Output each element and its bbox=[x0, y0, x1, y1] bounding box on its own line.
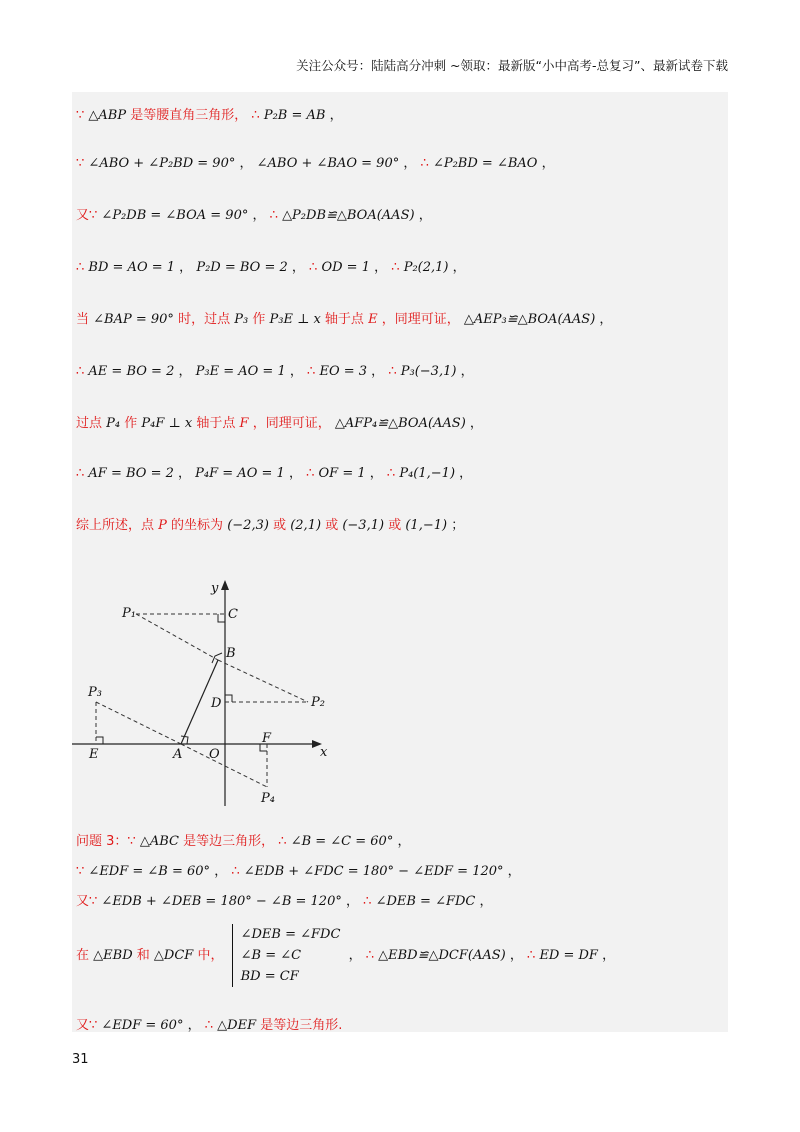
therefore-symbol: ∴ bbox=[251, 108, 260, 123]
label-E: E bbox=[89, 747, 99, 762]
label-P2: P₂ bbox=[311, 695, 325, 710]
because-symbol: ∵ bbox=[76, 864, 85, 879]
math-expr: AF = BO = 2 bbox=[88, 466, 174, 481]
label-F: F bbox=[262, 731, 272, 746]
right-angle-C bbox=[218, 614, 225, 622]
q3-line-5 bbox=[76, 1014, 342, 1033]
therefore-symbol: ∴ bbox=[269, 208, 278, 223]
label-B: B bbox=[226, 646, 236, 661]
punct: ， bbox=[418, 208, 432, 223]
math-expr: △ABC bbox=[139, 834, 179, 849]
therefore-symbol: ∴ bbox=[306, 466, 315, 481]
solution-line-3 bbox=[76, 204, 432, 223]
dashed-AP4 bbox=[181, 744, 267, 787]
math-expr: ∠ABO + ∠P₂BD = 90° bbox=[88, 156, 236, 171]
text: 和 bbox=[136, 948, 150, 963]
math-expr: △P₂DB≌△BOA(AAS) bbox=[282, 208, 415, 223]
dashed-P3A bbox=[96, 702, 181, 744]
math-expr: ∠EDF = ∠B = 60° bbox=[88, 864, 211, 879]
punct: ， bbox=[452, 260, 466, 275]
text: ，同理可证， bbox=[252, 416, 331, 431]
punct: ， bbox=[288, 466, 302, 481]
math-expr: P₃ bbox=[234, 312, 249, 327]
punct: ， bbox=[371, 364, 385, 379]
math-expr: OD = 1 bbox=[321, 260, 370, 275]
text: ，同理可证， bbox=[381, 312, 460, 327]
math-expr: P₃E ⊥ x bbox=[269, 312, 321, 327]
solution-line-7 bbox=[76, 412, 483, 431]
text: 作 bbox=[252, 312, 266, 327]
solution-line-9 bbox=[76, 514, 464, 533]
math-expr: P bbox=[158, 518, 167, 533]
because-symbol: 又∵ bbox=[76, 894, 98, 909]
label-D: D bbox=[211, 696, 222, 711]
punct: ， bbox=[187, 1018, 201, 1033]
text: 综上所述，点 bbox=[76, 518, 155, 533]
right-angle-D bbox=[225, 695, 232, 702]
math-expr: ∠P₂DB = ∠BOA = 90° bbox=[101, 208, 249, 223]
punct: ， bbox=[178, 466, 192, 481]
text: 问题 3：∵ bbox=[76, 834, 136, 849]
punct: ， bbox=[403, 156, 417, 171]
solution-line-8 bbox=[76, 462, 472, 481]
punct: ， bbox=[291, 260, 305, 275]
dashed-P1B bbox=[136, 614, 218, 660]
solution-line-5 bbox=[76, 308, 612, 327]
math-expr: P₄F ⊥ x bbox=[141, 416, 193, 431]
punct: ， bbox=[289, 364, 303, 379]
math-expr: P₄ bbox=[106, 416, 121, 431]
text: 作 bbox=[124, 416, 138, 431]
therefore-symbol: ∴ bbox=[386, 466, 396, 481]
math-expr: △AFP₄≌△BOA(AAS) bbox=[334, 416, 466, 431]
solution-line-1 bbox=[76, 104, 343, 123]
label-A: A bbox=[173, 747, 183, 762]
punct: ， bbox=[509, 948, 523, 963]
math-expr: P₂D = BO = 2 bbox=[196, 260, 288, 275]
punct: ， bbox=[214, 864, 228, 879]
text: 轴于点 bbox=[196, 416, 236, 431]
math-expr: ∠EDB + ∠DEB = 180° − ∠B = 120° bbox=[101, 894, 342, 909]
y-axis-arrow bbox=[221, 580, 229, 590]
punct: ； bbox=[451, 518, 465, 533]
text: 当 bbox=[76, 312, 90, 327]
math-expr: △DCF bbox=[153, 948, 194, 963]
text: 在 bbox=[76, 948, 90, 963]
because-symbol: ∵ bbox=[76, 156, 85, 171]
text: 轴于点 bbox=[324, 312, 364, 327]
text: 中， bbox=[197, 948, 224, 963]
text: 过点 bbox=[76, 416, 103, 431]
because-symbol: 又∵ bbox=[76, 208, 98, 223]
punct: ， bbox=[479, 894, 493, 909]
math-expr: F bbox=[239, 416, 249, 431]
text: 的坐标为 bbox=[171, 518, 224, 533]
label-P3: P₃ bbox=[88, 685, 102, 700]
math-expr: ∠EDF = 60° bbox=[101, 1018, 184, 1033]
therefore-symbol: ∴ bbox=[278, 834, 287, 849]
math-expr: ∠ABO + ∠BAO = 90° bbox=[256, 156, 400, 171]
math-expr: P₂(2,1) bbox=[403, 260, 449, 275]
therefore-symbol: ∴ bbox=[420, 156, 429, 171]
equation-system bbox=[232, 924, 341, 987]
text: 或 bbox=[325, 518, 339, 533]
math-expr: ED = DF bbox=[539, 948, 598, 963]
label-P4: P₄ bbox=[261, 791, 275, 806]
system-row: BD = CF bbox=[240, 969, 299, 984]
page-number: 31 bbox=[72, 1052, 89, 1067]
system-row: ∠DEB = ∠FDC bbox=[240, 927, 341, 942]
punct: ， bbox=[239, 156, 253, 171]
therefore-symbol: ∴ bbox=[204, 1018, 214, 1033]
math-expr: (1,−1) bbox=[405, 518, 448, 533]
therefore-symbol: ∴ bbox=[309, 260, 318, 275]
math-expr: ∠BAP = 90° bbox=[93, 312, 174, 327]
math-expr: ∠P₂BD = ∠BAO bbox=[432, 156, 538, 171]
punct: ， bbox=[460, 364, 474, 379]
punct: ， bbox=[252, 208, 266, 223]
because-symbol: ∵ bbox=[76, 108, 85, 123]
q3-line-4 bbox=[76, 924, 615, 987]
system-row: ∠B = ∠C bbox=[240, 948, 302, 963]
punct: ， bbox=[179, 260, 193, 275]
right-angle-E bbox=[96, 737, 103, 744]
solution-line-2 bbox=[76, 152, 555, 171]
therefore-symbol: ∴ bbox=[76, 364, 85, 379]
math-expr: EO = 3 bbox=[319, 364, 368, 379]
punct: ， bbox=[599, 312, 613, 327]
therefore-symbol: ∴ bbox=[363, 894, 372, 909]
text: 是等边三角形， bbox=[183, 834, 275, 849]
therefore-symbol: ∴ bbox=[388, 364, 397, 379]
q3-line-3 bbox=[76, 890, 493, 909]
math-expr: (2,1) bbox=[290, 518, 322, 533]
punct: ， bbox=[369, 466, 383, 481]
therefore-symbol: ∴ bbox=[76, 466, 85, 481]
punct: ， bbox=[469, 416, 483, 431]
punct: ， bbox=[345, 894, 359, 909]
math-expr: ∠EDB + ∠FDC = 180° − ∠EDF = 120° bbox=[243, 864, 504, 879]
page-header: 关注公众号：陆陆高分冲刺 ~领取：最新版“小中高考-总复习”、最新试卷下载 bbox=[296, 58, 728, 73]
label-C: C bbox=[228, 607, 238, 622]
label-x: x bbox=[320, 745, 328, 760]
punct: ， bbox=[541, 156, 555, 171]
math-expr: P₃(−3,1) bbox=[400, 364, 457, 379]
math-expr: △AEP₃≌△BOA(AAS) bbox=[463, 312, 596, 327]
therefore-symbol: ∴ bbox=[307, 364, 316, 379]
math-expr: ∠B = ∠C = 60° bbox=[290, 834, 394, 849]
punct: ， bbox=[178, 364, 192, 379]
math-expr: △EBD bbox=[93, 948, 133, 963]
therefore-symbol: ∴ bbox=[527, 948, 536, 963]
punct: ， bbox=[374, 260, 388, 275]
math-expr: △EBD≌△DCF(AAS) bbox=[378, 948, 506, 963]
text: 是等边三角形. bbox=[260, 1018, 343, 1033]
math-expr: E bbox=[368, 312, 378, 327]
math-expr: ∠DEB = ∠FDC bbox=[375, 894, 476, 909]
math-expr: OF = 1 bbox=[318, 466, 366, 481]
math-expr: BD = AO = 1 bbox=[88, 260, 176, 275]
text: 或 bbox=[388, 518, 402, 533]
solution-line-6 bbox=[76, 360, 474, 379]
label-O: O bbox=[209, 747, 220, 762]
punct: ， bbox=[329, 108, 343, 123]
label-P1: P₁ bbox=[122, 606, 136, 621]
math-expr: (−2,3) bbox=[227, 518, 269, 533]
text: 时，过点 bbox=[178, 312, 231, 327]
punct: ， bbox=[507, 864, 521, 879]
therefore-symbol: ∴ bbox=[76, 260, 85, 275]
coordinate-figure bbox=[68, 572, 338, 808]
math-expr: AE = BO = 2 bbox=[88, 364, 175, 379]
math-expr: △ABP bbox=[88, 108, 127, 123]
math-expr: P₄F = AO = 1 bbox=[195, 466, 285, 481]
q3-line-2 bbox=[76, 860, 521, 879]
math-expr: (−3,1) bbox=[342, 518, 385, 533]
therefore-symbol: ∴ bbox=[391, 260, 400, 275]
therefore-symbol: ∴ bbox=[231, 864, 240, 879]
punct: ， bbox=[397, 834, 411, 849]
label-y: y bbox=[211, 581, 219, 596]
solution-line-4 bbox=[76, 256, 466, 275]
punct: ， bbox=[348, 948, 362, 963]
math-expr: P₂B = AB bbox=[263, 108, 326, 123]
math-expr: △DEF bbox=[217, 1018, 257, 1033]
text: 是等腰直角三角形， bbox=[130, 108, 248, 123]
q3-line-1 bbox=[76, 830, 411, 849]
math-expr: P₄(1,−1) bbox=[399, 466, 456, 481]
punct: ， bbox=[459, 466, 473, 481]
punct: ， bbox=[602, 948, 616, 963]
because-symbol: 又∵ bbox=[76, 1018, 98, 1033]
math-expr: P₃E = AO = 1 bbox=[195, 364, 286, 379]
text: 或 bbox=[273, 518, 287, 533]
therefore-symbol: ∴ bbox=[365, 948, 374, 963]
